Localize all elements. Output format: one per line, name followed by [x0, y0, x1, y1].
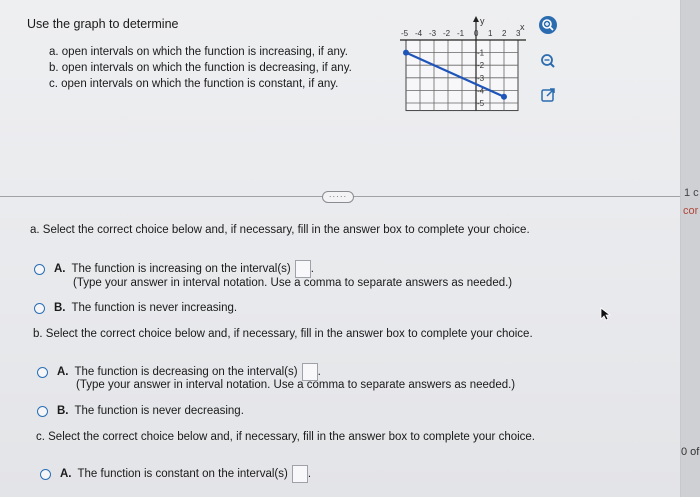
option-text: The function is never decreasing.	[74, 405, 244, 417]
graph-y-tick-labels	[477, 49, 485, 108]
question-item-a: a. open intervals on which the function is increasing, if any.	[49, 46, 348, 58]
y-tick-label: -2	[477, 61, 485, 71]
y-tick-label: -5	[477, 99, 485, 108]
part-a-answer-box[interactable]	[295, 260, 311, 278]
option-letter: B.	[57, 405, 69, 417]
x-tick-label: -3	[429, 29, 437, 38]
x-tick-label: 2	[502, 29, 507, 38]
side-text-1: 1 c	[684, 187, 699, 199]
part-c-option-a-radio[interactable]	[40, 469, 51, 480]
segment-start-point	[403, 50, 409, 56]
y-tick-label: -4	[477, 86, 485, 96]
part-c-option-a[interactable]	[40, 465, 311, 483]
zoom-out-icon	[538, 51, 558, 71]
function-graph	[398, 14, 528, 152]
option-letter: A.	[60, 468, 72, 480]
part-b-option-b-radio[interactable]	[37, 406, 48, 417]
x-tick-label: -4	[415, 29, 423, 38]
option-letter: B.	[54, 302, 66, 314]
x-tick-label: 1	[488, 29, 493, 38]
graph-x-tick-labels	[401, 29, 521, 38]
side-text-2: cor	[683, 205, 699, 217]
part-a-option-b-radio[interactable]	[34, 303, 45, 314]
period: .	[307, 468, 312, 480]
popout-icon	[539, 86, 557, 104]
part-b-option-a-radio[interactable]	[37, 367, 48, 378]
option-text: The function is decreasing on the interval(s)	[74, 366, 298, 378]
option-text: The function is never increasing.	[71, 302, 238, 314]
graph-grid	[406, 40, 518, 111]
part-a-hint: (Type your answer in interval notation. Use a comma to separate answers as needed.)	[73, 277, 513, 289]
x-tick-label: 3	[516, 29, 521, 38]
part-c-prompt: c. Select the correct choice below and, if necessary, fill in the answer box to complete your choice.	[36, 431, 536, 443]
zoom-in-icon	[538, 15, 558, 35]
part-a-option-a[interactable]	[34, 260, 314, 278]
x-axis-label: x	[520, 22, 525, 32]
segment-end-point	[501, 94, 507, 100]
zoom-in-button[interactable]	[537, 14, 559, 36]
zoom-out-button[interactable]	[537, 50, 559, 72]
period: .	[317, 366, 321, 378]
side-text-3: 0 of	[681, 446, 700, 458]
mouse-cursor-icon	[600, 307, 612, 321]
x-tick-label: -1	[457, 29, 465, 38]
y-tick-label: -1	[477, 48, 485, 58]
y-tick-label: -3	[477, 73, 485, 83]
part-a-option-b[interactable]	[34, 302, 237, 314]
question-list	[49, 44, 352, 92]
option-letter: A.	[57, 366, 69, 378]
popout-button[interactable]	[537, 84, 559, 106]
part-b-prompt: b. Select the correct choice below and, if necessary, fill in the answer box to complete your choice.	[33, 328, 533, 340]
option-text: The function is increasing on the interval(s)	[71, 263, 291, 275]
period: .	[310, 263, 314, 275]
question-title: Use the graph to determine	[27, 17, 179, 31]
x-tick-label: 0	[474, 29, 479, 38]
expand-more-button[interactable]: ·····	[322, 191, 354, 203]
side-panel	[681, 0, 700, 497]
part-b-hint: (Type your answer in interval notation. Use a comma to separate answers as needed.)	[76, 379, 516, 391]
part-b-option-b[interactable]	[37, 405, 244, 417]
x-tick-label: -5	[401, 29, 409, 38]
y-axis-arrow	[473, 16, 479, 22]
y-axis-label: y	[480, 16, 485, 26]
part-c-answer-box[interactable]	[292, 465, 308, 483]
part-a-prompt: a. Select the correct choice below and, if necessary, fill in the answer box to complete your choice.	[30, 224, 530, 236]
part-a-option-a-radio[interactable]	[34, 264, 45, 275]
option-text: The function is constant on the interval(s)	[77, 468, 288, 480]
x-tick-label: -2	[443, 29, 451, 38]
question-item-c: c. open intervals on which the function is constant, if any.	[49, 78, 339, 90]
question-item-b: b. open intervals on which the function is decreasing, if any.	[49, 62, 352, 74]
option-letter: A.	[54, 263, 66, 275]
